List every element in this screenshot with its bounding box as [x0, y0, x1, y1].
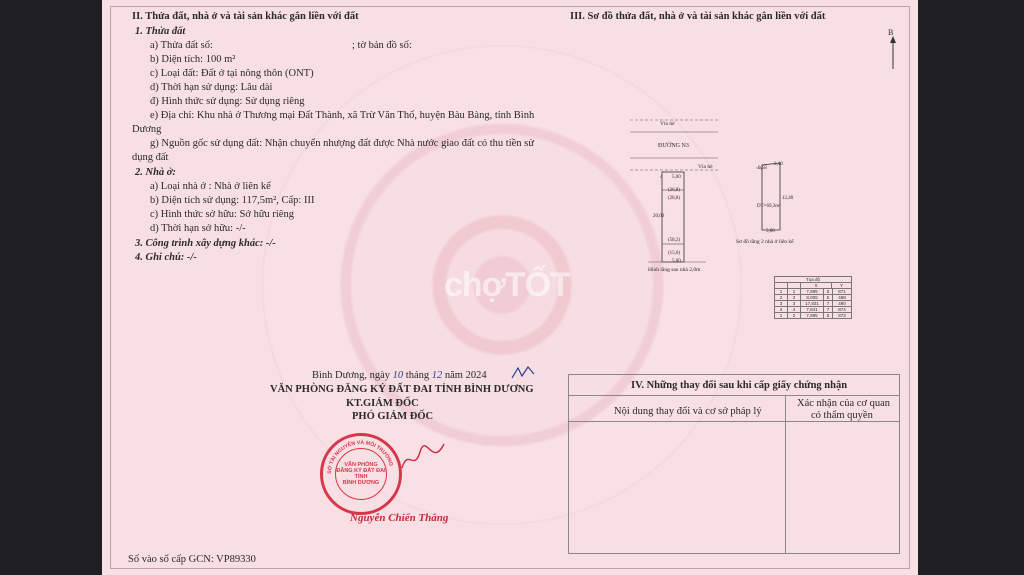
floor-area-label: DT=69,3m² [757, 204, 781, 209]
stamp-line-1: VĂN PHÒNG [344, 462, 378, 468]
general-notes: 4. Ghi chú: -/- [135, 252, 197, 263]
land-heading: 1. Thửa đất [135, 26, 186, 37]
plot-label-4: 4 [660, 175, 663, 180]
floor-label-4: 5,00 [766, 229, 775, 234]
col-confirm-line1: Xác nhận của cơ quan [797, 398, 891, 409]
land-type: c) Loại đất: Đất ở tại nông thôn (ONT) [150, 68, 314, 79]
coord-cell: 4 [775, 307, 788, 312]
section2-heading: II. Thửa đất, nhà ở và tài sản khác gắn liền với đất [132, 11, 359, 22]
plot-label-width: 5,00 [672, 175, 681, 180]
changes-content-column [569, 395, 786, 553]
stamp-line-3: TỈNH [354, 474, 368, 480]
coord-row [774, 313, 852, 319]
signer-name: Nguyễn Chiến Thắng [350, 512, 449, 524]
coord-col-1 [788, 283, 801, 288]
sidewalk-top: Vỉa hè [660, 121, 675, 127]
coord-cell: 871 [838, 289, 846, 294]
register-number: Số vào sổ cấp GCN: VP89330 [128, 554, 256, 565]
coord-col-0 [775, 283, 788, 288]
coord-cell: 5 [824, 295, 833, 300]
plot-label-length: 20,00 [653, 214, 665, 219]
coord-cell: 1 [788, 289, 801, 294]
coord-cell: 5 [824, 313, 833, 318]
coord-cell: 7,841 [801, 307, 824, 312]
coord-cell: 2 [788, 295, 801, 300]
place-date-prefix: Bình Dương, ngày [312, 370, 391, 381]
land-term: d) Thời hạn sử dụng: Lâu dài [150, 82, 273, 93]
origin-line1: g) Nguồn gốc sử dụng đất: Nhận chuyển nhượng đất được Nhà nước giao đất có thu tiền sử [150, 138, 534, 149]
coord-cell: 7 [824, 301, 833, 306]
map-sheet-label: ; tờ bản đồ số: [352, 40, 412, 51]
plot-label-width-2: 5,00 [672, 259, 681, 264]
origin-line2: dụng đất [132, 152, 169, 163]
floor-label-3: 12,40 [782, 196, 794, 201]
coord-cell: 7,995 [801, 313, 824, 318]
north-label: B [888, 28, 894, 37]
north-arrow-icon [888, 36, 898, 70]
address-line2: Dương [132, 124, 162, 135]
official-stamp [320, 433, 402, 515]
section3-heading: III. Sơ đồ thửa đất, nhà ở và tài sản khác gắn liền với đất [570, 11, 826, 22]
coord-cell: 2 [775, 295, 788, 300]
coord-cell: 1 [775, 289, 788, 294]
sign-month: 12 [431, 370, 443, 381]
coordinate-table [774, 276, 852, 319]
changes-table [568, 374, 900, 554]
coord-col-y: Y [839, 283, 843, 288]
coord-cell: 17,831 [801, 301, 824, 306]
own-term: d) Thời hạn sở hữu: -/- [150, 223, 246, 234]
floor-label-1: 0,58 [758, 166, 767, 171]
stamp-line-2: ĐĂNG KÝ ĐẤT ĐAI [336, 468, 386, 474]
plot-label-a: (26,8) [668, 188, 681, 193]
coord-cell: 3 [788, 301, 801, 306]
certificate-page [102, 0, 918, 575]
changes-table-header [569, 375, 899, 396]
coord-cell: 1 [775, 313, 788, 318]
coord-cell: 488 [838, 295, 846, 300]
deputy-director: PHÓ GIÁM ĐỐC [352, 411, 434, 422]
office-name: VĂN PHÒNG ĐĂNG KÝ ĐẤT ĐAI TỈNH BÌNH DƯƠNG [270, 384, 534, 395]
coord-cell: 7 [824, 307, 833, 312]
construction-note: 3. Công trình xây dựng khác: -/- [135, 238, 276, 249]
stamp-inner [335, 448, 387, 500]
coordinate-table-title: Tọa độ [774, 276, 852, 283]
coord-cell: 3 [775, 301, 788, 306]
for-director: KT.GIÁM ĐỐC [346, 398, 419, 409]
year-label: năm 2024 [444, 370, 487, 381]
watermark: chợTỐT [444, 266, 570, 304]
land-area: b) Diện tích: 100 m² [150, 54, 236, 65]
coord-cell: 874 [838, 307, 846, 312]
col-confirm-line2: có thẩm quyền [811, 410, 873, 421]
usage-form: đ) Hình thức sử dụng: Sử dụng riêng [150, 96, 305, 107]
house-heading: 2. Nhà ở: [135, 167, 176, 178]
coord-col-x: X [801, 283, 832, 288]
signature-icon [398, 438, 448, 478]
road-label: ĐƯỜNG N3 [658, 143, 689, 149]
sidewalk-bottom: Vỉa hè [698, 164, 713, 170]
sign-day: 10 [392, 370, 404, 381]
plot-label-d: (15,0) [668, 251, 681, 256]
floor-area: b) Diện tích sử dụng: 117,5m², Cấp: III [150, 195, 315, 206]
coord-cell: 7,995 [801, 289, 824, 294]
coord-cell: 490 [838, 301, 846, 306]
plot-label-b: (28,8) [668, 196, 681, 201]
floor-caption: Sơ đồ tầng 2 nhà ở liên kế [736, 239, 794, 245]
coord-cell: 8,005 [801, 295, 824, 300]
address-line1: e) Địa chỉ: Khu nhà ở Thương mại Đất Thành, xã Trừ Văn Thố, huyện Bàu Bàng, tỉnh Bình [150, 110, 535, 121]
coord-cell: 2 [788, 313, 801, 318]
floor-label-2: 2,40 [774, 162, 783, 167]
coord-cell: 4 [788, 307, 801, 312]
month-label: tháng [405, 370, 430, 381]
ground-caption: Hình tầng sau nhà 2,0m [648, 267, 701, 273]
plot-label-c: (58,2) [668, 238, 681, 243]
coord-cell: 873 [838, 313, 846, 318]
stamp-line-4: BÌNH DƯƠNG [342, 480, 380, 486]
ownership: c) Hình thức sở hữu: Sở hữu riêng [150, 209, 294, 220]
stamp-ring-text: SỞ TÀI NGUYÊN VÀ MÔI TRƯỜNG [326, 439, 394, 475]
initials-mark-icon [510, 364, 536, 382]
col-content-label: Nội dung thay đổi và cơ sở pháp lý [614, 406, 762, 417]
house-type: a) Loại nhà ở : Nhà ở liên kế [150, 181, 271, 192]
coord-cell: 5 [824, 289, 833, 294]
land-parcel-label: a) Thửa đất số: [150, 40, 213, 51]
place-date [312, 369, 487, 382]
section4-heading: IV. Những thay đổi sau khi cấp giấy chứng nhận [631, 380, 848, 391]
